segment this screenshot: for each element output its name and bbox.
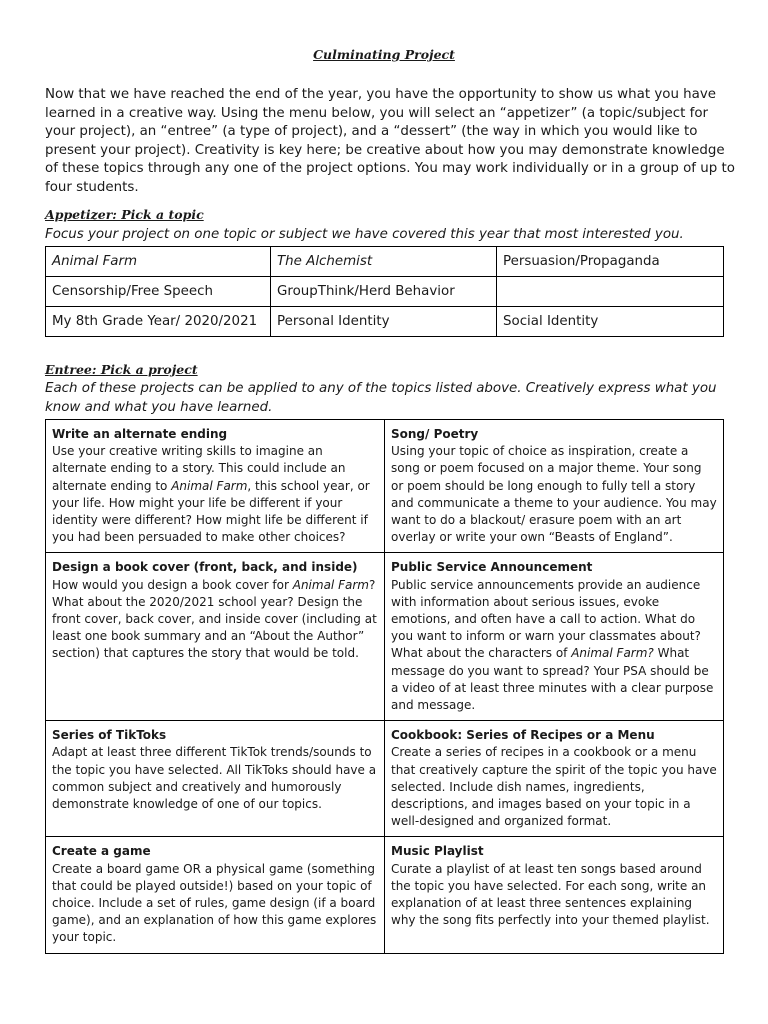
table-row	[46, 277, 724, 307]
project-title: Write an alternate ending	[52, 427, 228, 441]
topic-cell: Personal Identity	[271, 307, 497, 337]
project-description: ? What about the 2020/2021 school year? Design the front cover, back cover, and inside cover (including at least one book summary and an “About the Author” section) that captures the story that would be told.	[52, 577, 377, 661]
project-title: Cookbook: Series of Recipes or a Menu	[391, 728, 655, 743]
projects-table	[45, 419, 724, 954]
topic-cell: Persuasion/Propaganda	[497, 247, 724, 277]
project-title: Music Playlist	[391, 844, 484, 859]
table-row	[46, 420, 724, 553]
topic-cell: My 8th Grade Year/ 2020/2021	[46, 307, 271, 337]
topic-cell	[497, 277, 724, 307]
project-description: What message do you want to spread? Your PSA should be a video of at least three minutes with a clear purpose and message.	[391, 646, 714, 713]
project-cell	[385, 837, 724, 953]
table-row	[46, 553, 724, 721]
project-title: Song/ Poetry	[391, 427, 479, 441]
table-row	[46, 721, 724, 837]
project-cell	[46, 721, 385, 837]
table-row	[46, 837, 724, 953]
project-cell	[46, 837, 385, 953]
topic-cell: The Alchemist	[271, 247, 497, 277]
project-description: , this school year, or your life. How might your life be different if your identity were different? How might life be different if you had been persuaded to make other choices?	[52, 478, 370, 545]
project-description: Adapt at least three different TikTok trends/sounds to the topic you have selected. All TikToks should have a common subject and creatively and humorously demonstrate knowledge of one of our topics.	[52, 745, 377, 812]
project-title: Create a game	[52, 844, 151, 859]
table-row	[46, 307, 724, 337]
project-cell	[385, 553, 724, 721]
project-cell	[385, 721, 724, 837]
project-description-emphasis: Animal Farm	[292, 577, 369, 592]
project-description: Create a series of recipes in a cookbook or a menu that creatively capture the spirit of the topic you have selected. Include dish names, ingredients, descriptions, and images based on your topic in a well-designed and organized format.	[391, 745, 717, 829]
project-description-emphasis: Animal Farm?	[571, 646, 654, 661]
project-description-emphasis: Animal Farm	[171, 478, 248, 493]
project-description: Public service announcements provide an audience with information about serious issues, evoke emotions, and often have a call to action. What do you want to inform or warn your classmates about? What about the characters of	[391, 577, 701, 661]
project-cell	[46, 553, 385, 721]
table-row	[46, 247, 724, 277]
project-description: Use your creative writing skills to imagine an alternate ending to a story. This could include an alternate ending to	[52, 444, 346, 493]
topics-table	[45, 246, 724, 337]
project-cell	[46, 420, 385, 553]
project-title: Design a book cover (front, back, and inside)	[52, 560, 358, 575]
project-description: Using your topic of choice as inspiration, create a song or poem focused on a major theme. Your song or poem should be long enough to fully tell a story and communicate a theme to your audience. You may want to do a blackout/ erasure poem with an art overlay or write your own “Beasts of England”.	[391, 444, 717, 545]
project-title: Public Service Announcement	[391, 560, 593, 575]
project-cell	[385, 420, 724, 553]
topic-cell: Social Identity	[497, 307, 724, 337]
topic-cell: Animal Farm	[46, 247, 271, 277]
topic-cell: GroupThink/Herd Behavior	[271, 277, 497, 307]
entree-heading: Entree: Pick a project	[45, 362, 198, 377]
topic-cell: Censorship/Free Speech	[46, 277, 271, 307]
project-title: Series of TikToks	[52, 728, 167, 743]
intro-paragraph: Now that we have reached the end of the year, you have the opportunity to show us what you have learned in a creative way. Using the menu below, you will select an “appetizer” (a topic/subject for your project), an “entree” (a type of project), and a “dessert” (the way in which you would like to present your project). Creativity is key here; be creative about how you may demonstrate knowledge of these topics through any one of the project options. You may work individually or in a group of up to four students.	[45, 87, 735, 195]
appetizer-subtitle: Focus your project on one topic or subject we have covered this year that most interested you.	[45, 227, 684, 242]
appetizer-heading: Appetizer: Pick a topic	[45, 207, 204, 222]
project-description: Curate a playlist of at least ten songs based around the topic you have selected. For each song, write an explanation of at least three sentences explaining why the song fits perfectly into your themed playlist.	[391, 861, 710, 928]
document-title: Culminating Project	[313, 47, 455, 62]
entree-subtitle: Each of these projects can be applied to any of the topics listed above. Creatively express what you know and what you have learned.	[45, 381, 717, 415]
project-description: Create a board game OR a physical game (something that could be played outside!) based on your topic of choice. Include a set of rules, game design (if a board game), and an explanation of how this game explores your topic.	[52, 861, 377, 945]
project-description: How would you design a book cover for	[52, 577, 293, 592]
